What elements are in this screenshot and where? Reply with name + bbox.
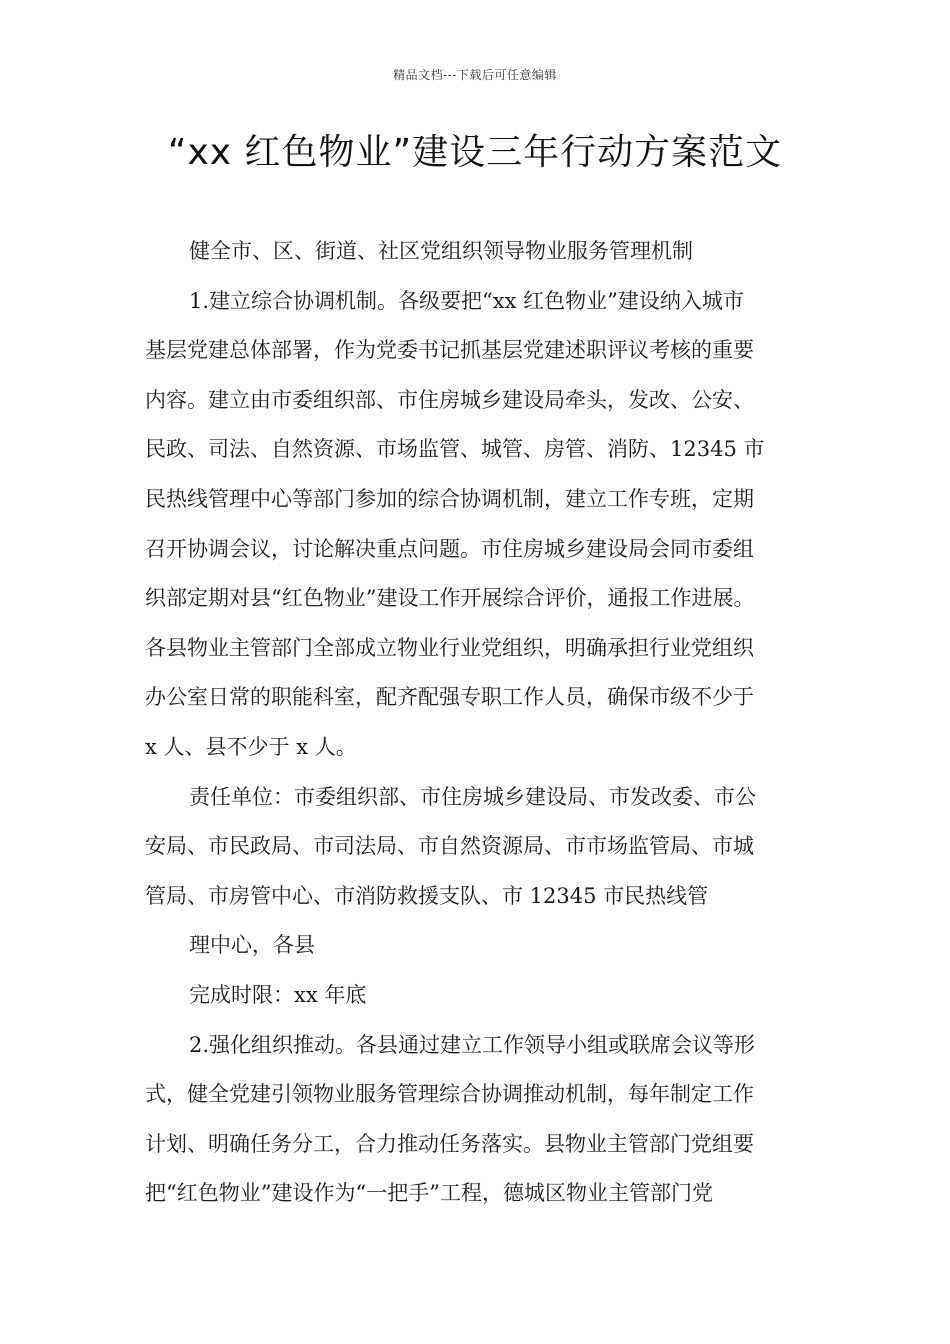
paragraph-line: 各县物业主管部门全部成立物业行业党组织，明确承担行业党组织 <box>145 635 754 660</box>
paragraph-line: 把“红色物业”建设作为“一把手”工程，德城区物业主管部门党 <box>145 1181 713 1206</box>
paragraph-line: 召开协调会议，讨论解决重点问题。市住房城乡建设局会同市委组 <box>145 536 754 561</box>
paragraph-line: 1.建立综合协调机制。各级要把“xx 红色物业”建设纳入城市 <box>189 288 744 313</box>
paragraph-line: 计划、明确任务分工，合力推动任务落实。县物业主管部门党组要 <box>145 1131 754 1156</box>
paragraph-line: 式，健全党建引领物业服务管理综合协调推动机制，每年制定工作 <box>145 1082 754 1107</box>
paragraph-line: 民热线管理中心等部门参加的综合协调机制，建立工作专班，定期 <box>145 486 754 511</box>
paragraph-line: 民政、司法、自然资源、市场监管、城管、房管、消防、12345 市 <box>145 437 765 462</box>
paragraph-line: 基层党建总体部署，作为党委书记抓基层党建述职评议考核的重要 <box>145 338 754 363</box>
paragraph-line: x 人、县不少于 x 人。 <box>145 734 357 759</box>
paragraph-line: 2.强化组织推动。各县通过建立工作领导小组或联席会议等形 <box>189 1032 756 1057</box>
section-heading: 健全市、区、街道、社区党组织领导物业服务管理机制 <box>189 239 693 263</box>
document-title: “xx 红色物业”建设三年行动方案范文 <box>167 132 783 173</box>
paragraph-line: 织部定期对县“红色物业”建设工作开展综合评价，通报工作进展。 <box>145 586 755 611</box>
paragraph-line: 理中心，各县 <box>189 933 315 958</box>
deadline-line: 完成时限：xx 年底 <box>189 982 367 1007</box>
paragraph-line: 内容。建立由市委组织部、市住房城乡建设局牵头，发改、公安、 <box>145 387 754 412</box>
paragraph-line: 办公室日常的职能科室，配齐配强专职工作人员，确保市级不少于 <box>145 685 754 710</box>
header-note: 精品文档---下载后可任意编辑 <box>393 68 557 82</box>
responsible-units-line: 责任单位：市委组织部、市住房城乡建设局、市发改委、市公 <box>189 784 756 809</box>
paragraph-line: 安局、市民政局、市司法局、市自然资源局、市市场监管局、市城 <box>145 834 754 859</box>
paragraph-line: 管局、市房管中心、市消防救援支队、市 12345 市民热线管 <box>145 883 709 908</box>
document-body <box>145 227 815 1219</box>
